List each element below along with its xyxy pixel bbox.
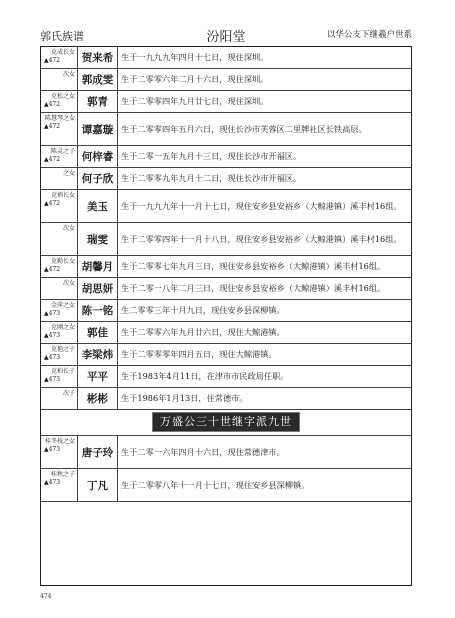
page-number: 474	[40, 593, 52, 600]
person-name: 胡思妍	[78, 278, 118, 299]
table-row	[41, 47, 411, 69]
page-reference: ▲473	[44, 353, 61, 361]
relation-text: 之女	[62, 170, 75, 177]
relation-text: 次女	[62, 225, 75, 232]
table-row	[41, 190, 411, 223]
table-row	[41, 278, 411, 300]
page-reference: ▲473	[44, 375, 61, 383]
relation-text: 陈慧琴之女	[44, 115, 75, 122]
table-row	[41, 69, 411, 91]
relation-cell	[41, 278, 78, 299]
table-row	[41, 366, 411, 388]
relation-text: 桂秋之子	[50, 471, 75, 478]
relation-text: 克刚之女	[50, 324, 75, 331]
relation-text: 克勤长女	[50, 258, 75, 265]
page-reference: ▲472	[44, 199, 61, 207]
person-name: 丁凡	[78, 469, 118, 501]
page-reference: ▲473	[44, 445, 61, 453]
relation-text: 克成长女	[50, 49, 75, 56]
biography-text: 生于二零零八年十一月十七日，现住安乡县深柳镇。	[121, 479, 310, 490]
table-row	[41, 113, 411, 146]
person-name: 郭青	[78, 91, 118, 112]
genealogy-title: 郭氏族谱	[40, 30, 84, 43]
table-row	[41, 469, 411, 502]
person-name: 何梓睿	[78, 146, 118, 167]
biography-text: 生于二零一六年四月十六日，现住常德津市。	[121, 446, 285, 457]
relation-text: 次女	[62, 71, 75, 78]
hall-name: 汾阳堂	[206, 30, 246, 45]
table-row	[41, 436, 411, 469]
relation-cell	[41, 91, 78, 112]
biography-text: 生二零零三年十月九日，现住安乡县深柳镇。	[121, 305, 285, 315]
relation-cell	[41, 322, 78, 343]
relation-cell	[41, 436, 78, 468]
lineage-subtitle: 以华公支下继羲户世系	[326, 30, 412, 40]
relation-cell	[41, 469, 78, 501]
table-row	[41, 322, 411, 344]
relation-text: 金萍之女	[50, 302, 75, 309]
page-reference: ▲472	[44, 100, 61, 108]
genealogy-table	[40, 46, 412, 586]
biography-text: 生于一九九九年四月十七日，现住深圳。	[121, 52, 269, 62]
biography-text: 生于二零零九年九月十二日，现住长沙市开福区。	[121, 173, 302, 183]
relation-text: 桂冬枝之女	[44, 438, 75, 445]
biography-text: 生于二零一八年二月三日，现住安乡县安裕乡（大鲸港镇）溪丰村16组。	[121, 283, 386, 293]
page-reference: ▲472	[44, 155, 61, 163]
relation-cell	[41, 168, 78, 189]
biography-text: 生于二零零七年九月三日，现住安乡县安裕乡（大鲸港镇）溪丰村16组。	[121, 261, 386, 271]
person-name: 胡馨月	[78, 256, 118, 277]
relation-cell	[41, 223, 78, 255]
table-row	[41, 146, 411, 168]
generation-banner-row	[41, 410, 411, 436]
biography-text: 生于二零零零年四月五日，现住大鲸港镇。	[121, 349, 277, 359]
page-reference: ▲473	[44, 331, 61, 339]
biography-text: 生于1983年4月11日，在津市市民政局任职。	[121, 371, 289, 381]
relation-cell	[41, 388, 78, 409]
table-row	[41, 223, 411, 256]
biography-text: 生于二零零六年九月廿六日，现住大鲸港镇。	[121, 327, 285, 337]
relation-text: 克艳之子	[50, 346, 75, 353]
biography-text: 生于二零零四年九月廿七日，现住深圳。	[121, 96, 269, 106]
person-name: 美玉	[78, 190, 118, 222]
person-name: 平平	[78, 366, 118, 387]
relation-cell	[41, 366, 78, 387]
relation-text: 克炳长女	[50, 192, 75, 199]
table-row	[41, 388, 411, 410]
person-name: 唐子玲	[78, 436, 118, 468]
table-row	[41, 344, 411, 366]
relation-text: 陈灵之子	[50, 148, 75, 155]
person-name: 彬彬	[78, 388, 118, 409]
relation-cell	[41, 344, 78, 365]
table-row	[41, 256, 411, 278]
relation-text: 次子	[62, 390, 75, 397]
person-name: 陈一铭	[78, 300, 118, 321]
person-name: 郭佳	[78, 322, 118, 343]
table-row	[41, 300, 411, 322]
relation-cell	[41, 190, 78, 222]
biography-text: 生于1986年1月13日，住常德市。	[121, 393, 248, 403]
relation-cell	[41, 69, 78, 90]
table-row	[41, 91, 411, 113]
biography-text: 生于二零一五年九月十三日，现住长沙市开福区。	[121, 151, 302, 161]
page-reference: ▲473	[44, 309, 61, 317]
page-reference: ▲473	[44, 478, 61, 486]
page-reference: ▲472	[44, 265, 61, 273]
person-name: 瑞雯	[78, 223, 118, 255]
person-name: 何子欣	[78, 168, 118, 189]
relation-cell	[41, 113, 78, 145]
generation-banner: 万盛公三十世继字派九世	[153, 413, 299, 431]
person-name: 贺来希	[78, 47, 118, 68]
relation-cell	[41, 47, 78, 68]
biography-text: 生于二零零四年五月六日，现住长沙市芙蓉区二里牌社区长铁高层。	[121, 123, 367, 134]
relation-cell	[41, 146, 78, 167]
person-name: 李梁炜	[78, 344, 118, 365]
page-header	[40, 28, 412, 44]
relation-cell	[41, 256, 78, 277]
relation-text: 次女	[62, 280, 75, 287]
person-name: 谭嘉璇	[78, 113, 118, 145]
page-reference: ▲472	[44, 56, 61, 64]
relation-text: 克松之女	[50, 93, 75, 100]
table-row	[41, 168, 411, 190]
biography-text: 生于二零零四年十一月十八日，现住安乡县安裕乡（大鲸港镇）溪丰村16组。	[121, 233, 402, 244]
biography-text: 生于一九九九年十一月十七日，现住安乡县安裕乡（大鲸港镇）溪丰村16组。	[121, 200, 402, 211]
relation-cell	[41, 300, 78, 321]
relation-text: 克柏长子	[50, 368, 75, 375]
page-reference: ▲472	[44, 122, 61, 130]
person-name: 郭成雯	[78, 69, 118, 90]
biography-text: 生于二零零六年二月十六日，现住深圳。	[121, 74, 269, 84]
